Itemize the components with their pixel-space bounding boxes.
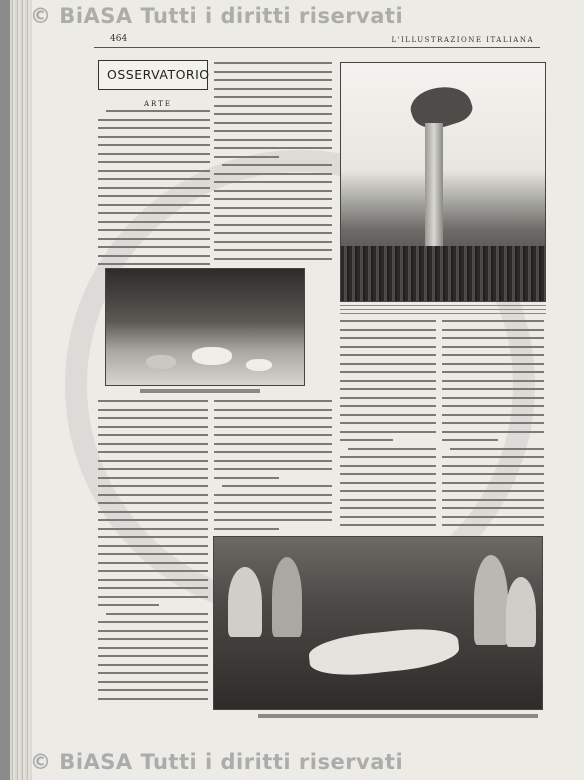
horses-caption (140, 389, 260, 393)
section-header-box (98, 60, 208, 90)
text-column-1-mid (98, 400, 208, 700)
watermark-bottom: © BiASA Tutti i diritti riservati (30, 750, 404, 774)
section-title: OSSERVATORIO (107, 67, 210, 82)
text-column-2-mid (214, 400, 332, 530)
monument-photo (340, 62, 546, 302)
crowd (341, 246, 545, 301)
magazine-page (10, 0, 584, 780)
header-rule (94, 47, 540, 48)
section-label: ARTE (144, 100, 172, 108)
watermark-top: © BiASA Tutti i diritti riservati (30, 4, 404, 28)
painting-caption (258, 714, 538, 718)
text-column-3-mid (340, 320, 436, 530)
text-column-4-mid (442, 320, 544, 530)
monument-caption (340, 305, 546, 317)
text-column-1-top (98, 110, 210, 266)
group-painting (213, 536, 543, 710)
horses-painting (105, 268, 305, 386)
page-number: 464 (110, 34, 128, 44)
page-binding (10, 0, 32, 780)
running-head: L'ILLUSTRAZIONE ITALIANA (391, 36, 534, 44)
reclining-figure (307, 624, 460, 679)
monument-column (425, 123, 443, 263)
text-column-2-top (214, 62, 332, 266)
